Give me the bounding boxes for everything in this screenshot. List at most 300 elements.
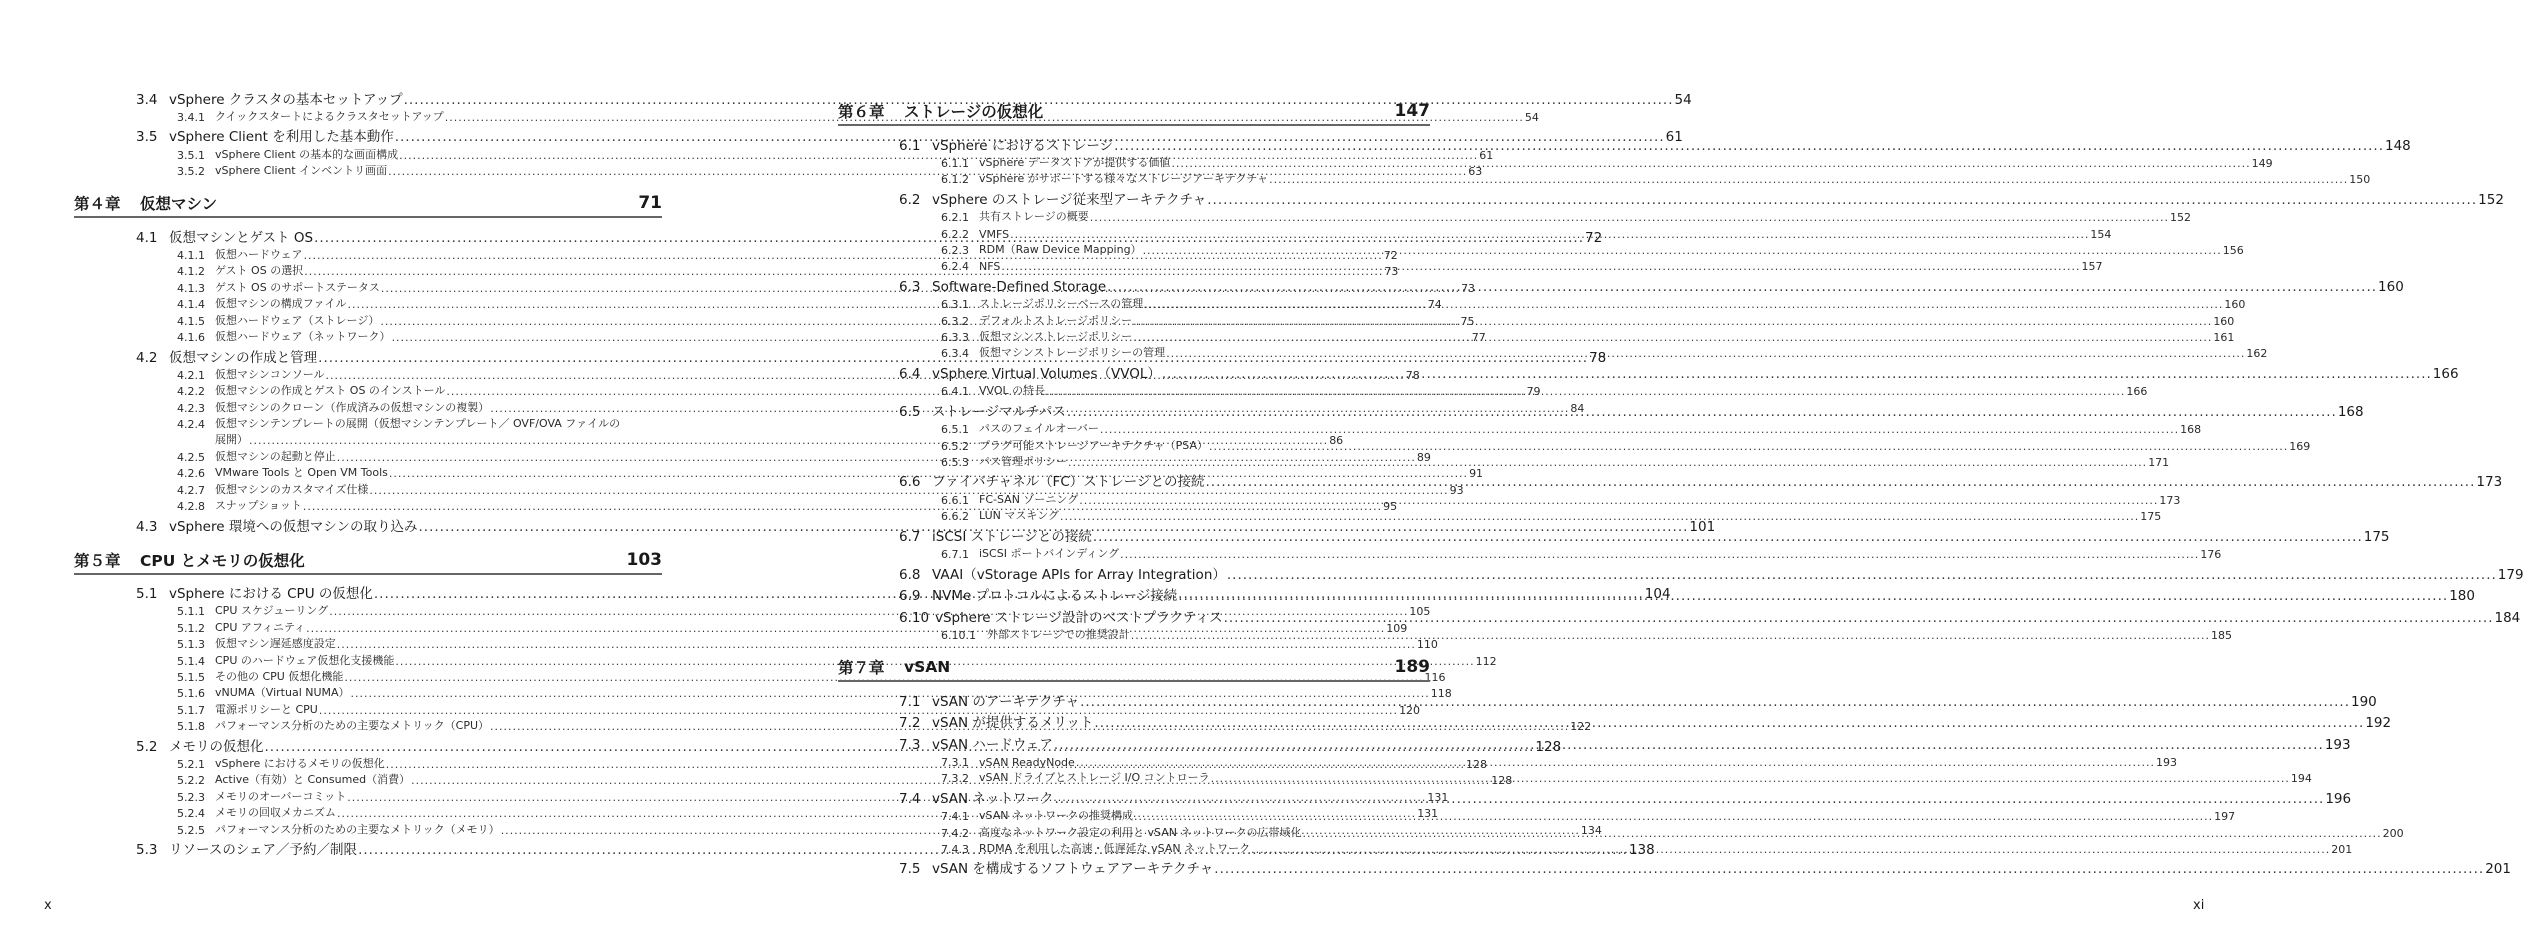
subsection-page-number: 63: [1468, 165, 1483, 179]
section-number: 7.5: [899, 861, 921, 878]
section-number: 6.3: [899, 278, 921, 295]
subsection-number: 6.10.1: [941, 629, 976, 643]
toc-subsection: [838, 420, 2202, 437]
subsection-title: 仮想マシンテンプレートの展開（仮想マシンテンプレート／ OVF/OVA ファイルの: [215, 417, 621, 431]
subsection-page-number: 175: [2140, 510, 2162, 524]
subsection-title: 電源ポリシーと CPU: [215, 702, 318, 716]
subsection-page-number: 162: [2246, 347, 2268, 361]
dot-leader: [1143, 244, 2222, 257]
toc-section: [838, 561, 2524, 583]
dot-leader: [1133, 331, 2212, 344]
subsection-title: 仮想マシンのクローン（作成済みの仮想マシンの複製）: [215, 400, 490, 414]
page-folio-left: x: [44, 898, 52, 913]
subsection-number: 5.1.3: [177, 638, 205, 652]
page-folio-right: xi: [2193, 898, 2205, 913]
subsection-number: 5.1.4: [177, 654, 205, 668]
section-title: VAAI（vStorage APIs for Array Integration）: [932, 566, 1226, 583]
subsection-number: 6.2.2: [941, 227, 969, 241]
subsection-page-number: 105: [1409, 605, 1431, 619]
section-page-number: 196: [2325, 790, 2352, 807]
dot-leader: [1207, 192, 2477, 208]
subsection-title: vSphere がサポートする様々なストレージアーキテクチャ: [979, 172, 1269, 186]
dot-leader: [1079, 494, 2158, 507]
subsection-title: 仮想マシン遅延感度設定: [215, 637, 336, 651]
subsection-title: クイックスタートによるクラスタセットアップ: [215, 109, 444, 123]
subsection-title: 外部ストレージでの推奨設計: [987, 628, 1130, 642]
section-number: 7.1: [899, 693, 921, 710]
subsection-title: vSAN ReadyNode: [979, 755, 1075, 769]
toc-section: [838, 856, 2511, 878]
section-number: 6.1: [899, 137, 921, 154]
dot-leader: [1211, 772, 2290, 788]
subsection-title: 仮想マシンストレージポリシー: [979, 330, 1133, 344]
subsection-page-number: 201: [2331, 842, 2353, 856]
subsection-page-number: 118: [1430, 687, 1452, 701]
subsection-number: 4.2.8: [177, 500, 205, 514]
section-title: vSphere クラスタの基本セットアップ: [169, 91, 403, 108]
section-page-number: 175: [2363, 528, 2390, 545]
subsection-number: 6.2.4: [941, 260, 969, 274]
subsection-page-number: 200: [2382, 826, 2404, 840]
subsection-title: VMware Tools と Open VM Tools: [215, 466, 388, 480]
subsection-title: LUN マスキング: [979, 509, 1060, 523]
toc-section: [838, 604, 2521, 626]
subsection-page-number: 77: [1471, 331, 1486, 345]
subsection-page-number: 74: [1427, 298, 1442, 312]
subsection-page-number: 73: [1384, 265, 1399, 279]
section-title: vSphere Virtual Volumes（VVOL）: [932, 365, 1161, 382]
section-number: 7.2: [899, 715, 921, 732]
subsection-title: ゲスト OS の選択: [215, 264, 304, 278]
subsection-page-number: 185: [2210, 629, 2232, 643]
toc-section: [838, 186, 2504, 208]
dot-leader: [1302, 827, 2381, 840]
subsection-number: 5.1.8: [177, 720, 205, 734]
subsection-page-number: 161: [2213, 331, 2235, 345]
subsection-title: 仮想マシンの起動と停止: [215, 449, 336, 463]
subsection-number: 4.2.6: [177, 467, 205, 481]
subsection-title: vSphere Client の基本的な画面構成: [215, 147, 399, 161]
subsection-number: 6.2.1: [941, 211, 969, 225]
section-page-number: 54: [1674, 91, 1692, 108]
dot-leader: [1171, 157, 2250, 170]
section-title: vSphere ストレージ設計のベストプラクティス: [935, 609, 1223, 626]
section-title: vSphere 環境への仮想マシンの取り込み: [169, 518, 418, 535]
dot-leader: [1001, 260, 2080, 273]
section-page-number: 160: [2378, 278, 2404, 295]
section-number: 5.1: [136, 586, 158, 603]
section-page-number: 78: [1589, 349, 1607, 366]
subsection-title: その他の CPU 仮想化機能: [215, 669, 344, 683]
subsection-number: 5.1.1: [177, 605, 205, 619]
subsection-page-number: 157: [2081, 260, 2103, 274]
section-page-number: 138: [1628, 842, 1655, 859]
toc-section: [838, 360, 2459, 382]
section-title: vSphere Client を利用した基本動作: [169, 129, 394, 146]
subsection-title: スナップショット: [215, 499, 302, 513]
subsection-number: 4.1.4: [177, 298, 205, 312]
dot-leader: [1227, 567, 2497, 583]
subsection-number: 6.3.3: [941, 331, 969, 345]
dot-leader: [1093, 529, 2363, 545]
subsection-title: CPU スケジューリング: [215, 604, 329, 618]
chapter-title: vSAN: [904, 658, 951, 677]
dot-leader: [1251, 842, 2330, 859]
section-number: 6.7: [899, 528, 921, 545]
subsection-page-number: 169: [2289, 439, 2311, 453]
section-page-number: 180: [2449, 588, 2475, 605]
subsection-title: vSAN ドライブとストレージ I/O コントローラ: [979, 771, 1210, 785]
dot-leader: [1080, 694, 2350, 710]
subsection-page-number: 112: [1475, 654, 1497, 668]
subsection-page-number: 84: [1570, 401, 1585, 415]
section-number: 6.6: [899, 474, 921, 491]
subsection-title: 共有ストレージの概要: [979, 210, 1089, 224]
subsection-title: RDMA を利用した高速・低遅延な vSAN ネットワーク: [979, 841, 1251, 855]
chapter-number: 第７章: [838, 659, 885, 678]
section-number: 6.8: [899, 566, 921, 583]
subsection-number: 6.5.1: [941, 423, 969, 437]
subsection-title: パスのフェイルオーバー: [979, 422, 1099, 436]
section-page-number: 101: [1689, 518, 1716, 535]
subsection-title: CPU アフィニティ: [215, 620, 306, 634]
subsection-title: vSphere データストアが提供する価値: [979, 155, 1171, 169]
section-page-number: 201: [2485, 861, 2511, 878]
subsection-title: 仮想マシンストレージポリシーの管理: [979, 346, 1166, 360]
chapter-title: CPU とメモリの仮想化: [140, 551, 305, 570]
subsection-page-number: 160: [2213, 314, 2235, 328]
subsection-number: 5.2.1: [177, 758, 205, 772]
subsection-title: メモリの回収メカニズム: [215, 806, 336, 820]
section-number: 4.2: [136, 349, 158, 366]
subsection-title: Active（有効）と Consumed（消費）: [215, 773, 411, 787]
subsection-title: パフォーマンス分析のための主要なメトリック（CPU）: [215, 719, 490, 733]
subsection-title: 展開）: [215, 433, 248, 447]
subsection-page-number: 149: [2251, 156, 2273, 170]
subsection-page-number: 176: [2200, 548, 2222, 562]
section-number: 4.1: [136, 229, 158, 246]
section-number: 7.4: [899, 790, 921, 807]
subsection-page-number: 197: [2214, 810, 2236, 824]
subsection-number: 4.2.2: [177, 385, 205, 399]
subsection-title: FC-SAN ゾーニング: [979, 492, 1079, 506]
dot-leader: [1114, 138, 2384, 154]
chapter-page-number: 71: [638, 193, 662, 214]
toc-subsection: [838, 436, 2311, 453]
subsection-page-number: 171: [2148, 455, 2170, 469]
subsection-number: 4.1.2: [177, 265, 205, 279]
section-page-number: 61: [1665, 129, 1683, 146]
dot-leader: [1100, 423, 2179, 436]
toc-subsection: [74, 684, 1452, 701]
toc-subsection: [838, 208, 2191, 225]
toc-subsection: [838, 450, 2170, 469]
subsection-number: 5.2.2: [177, 774, 205, 788]
subsection-page-number: 75: [1460, 314, 1475, 328]
dot-leader: [1214, 861, 2484, 877]
toc-subsection: [838, 154, 2273, 170]
subsection-number: 4.1.6: [177, 331, 205, 345]
section-title: ストレージマルチパス: [932, 403, 1066, 420]
subsection-page-number: 78: [1405, 368, 1420, 382]
section-page-number: 190: [2351, 693, 2377, 710]
subsection-title: RDM（Raw Device Mapping）: [979, 242, 1142, 256]
subsection-page-number: 131: [1417, 807, 1439, 821]
subsection-number: 6.3.1: [941, 298, 969, 312]
toc-subsection: [838, 507, 2162, 524]
chapter-heading: [74, 190, 662, 218]
chapter-title: ストレージの仮想化: [904, 103, 1044, 121]
section-page-number: 152: [2478, 191, 2504, 208]
subsection-title: 仮想ハードウェア（ネットワーク）: [215, 330, 391, 344]
section-title: ファイバチャネル（FC）ストレージとの接続: [932, 474, 1205, 491]
section-number: 4.3: [136, 518, 158, 535]
dot-leader: [1131, 629, 2210, 642]
section-title: vSAN ネットワーク: [932, 790, 1054, 807]
dot-leader: [1054, 737, 2324, 753]
subsection-number: 5.1.2: [177, 621, 205, 635]
section-title: iSCSI ストレージとの接続: [932, 528, 1092, 545]
subsection-number: 5.2.5: [177, 823, 205, 837]
section-title: vSphere におけるストレージ: [932, 137, 1114, 154]
section-number: 6.4: [899, 365, 921, 382]
subsection-title: vSphere Client インベントリ画面: [215, 164, 388, 178]
subsection-page-number: 109: [1386, 621, 1408, 635]
subsection-number: 4.2.4: [177, 418, 205, 432]
subsection-number: 4.1.3: [177, 281, 205, 295]
dot-leader: [1094, 715, 2364, 734]
section-number: 7.3: [899, 736, 921, 753]
section-page-number: 128: [1535, 738, 1562, 755]
subsection-page-number: 110: [1416, 638, 1438, 652]
subsection-title: 仮想マシンのカスタマイズ仕様: [215, 482, 369, 496]
dot-leader: [1107, 279, 2377, 295]
subsection-number: 4.2.3: [177, 401, 205, 415]
dot-leader: [1162, 366, 2432, 382]
dot-leader: [1090, 211, 2169, 224]
subsection-page-number: 54: [1524, 110, 1539, 124]
section-number: 3.4: [136, 91, 158, 108]
chapter-page-number: 103: [626, 549, 662, 570]
section-number: 6.10: [899, 609, 930, 626]
subsection-page-number: 91: [1469, 467, 1484, 481]
subsection-number: 5.2.4: [177, 807, 205, 821]
subsection-number: 5.2.3: [177, 790, 205, 804]
subsection-title: パス管理ポリシー: [979, 454, 1067, 468]
chapter-number: 第５章: [74, 551, 121, 570]
subsection-title: 仮想マシンの構成ファイル: [215, 297, 347, 311]
section-number: 5.3: [136, 842, 158, 859]
subsection-number: 6.1.2: [941, 173, 969, 187]
subsection-page-number: 128: [1465, 758, 1487, 772]
subsection-title: vSphere におけるメモリの仮想化: [215, 757, 385, 771]
subsection-page-number: 152: [2169, 211, 2191, 225]
subsection-number: 5.1.6: [177, 687, 205, 701]
subsection-number: 3.5.2: [177, 165, 205, 179]
subsection-number: 6.5.3: [941, 455, 969, 469]
chapter-number: 第４章: [74, 195, 121, 214]
toc-subsection: [74, 415, 662, 431]
toc-subsection: [838, 545, 2222, 562]
subsection-page-number: 116: [1424, 670, 1446, 684]
subsection-title: iSCSI ポートバインディング: [979, 547, 1120, 561]
subsection-page-number: 72: [1383, 249, 1398, 263]
dot-leader: [1209, 440, 2288, 453]
dot-leader: [1166, 347, 2245, 360]
subsection-number: 4.2.5: [177, 450, 205, 464]
dot-leader: [1134, 810, 2213, 823]
chapter-heading: [838, 654, 1430, 682]
section-title: vSphere における CPU の仮想化: [169, 586, 373, 603]
subsection-page-number: 156: [2222, 243, 2244, 257]
subsection-title: ゲスト OS のサポートステータス: [215, 280, 380, 294]
section-title: 仮想マシンとゲスト OS: [169, 229, 314, 246]
section-title: vSAN を構成するソフトウェアアーキテクチャ: [932, 861, 1214, 878]
chapter-heading: [74, 547, 662, 575]
dot-leader: [1178, 588, 2448, 604]
subsection-page-number: 134: [1580, 823, 1602, 837]
subsection-number: 6.4.1: [941, 385, 969, 399]
subsection-number: 7.3.1: [941, 755, 969, 769]
subsection-page-number: 160: [2224, 298, 2246, 312]
section-page-number: 104: [1644, 586, 1671, 603]
subsection-title: 仮想ハードウェア: [215, 248, 303, 262]
chapter-page-number: 147: [1394, 101, 1430, 121]
dot-leader: [1133, 315, 2212, 328]
toc-section: [74, 86, 1692, 108]
dot-leader: [1068, 456, 2147, 469]
dot-leader: [1224, 610, 2494, 626]
subsection-title: ストレージポリシーベースの管理: [979, 297, 1144, 311]
chapter-heading: [838, 98, 1430, 126]
subsection-title: メモリのオーバーコミット: [215, 789, 347, 803]
subsection-page-number: 166: [2126, 385, 2148, 399]
subsection-number: 6.7.1: [941, 548, 969, 562]
subsection-title: 仮想マシンの作成とゲスト OS のインストール: [215, 384, 446, 398]
subsection-number: 3.4.1: [177, 110, 205, 124]
subsection-number: 5.1.7: [177, 703, 205, 717]
section-title: NVMe プロトコルによるストレージ接続: [932, 588, 1178, 605]
subsection-title: VMFS: [979, 227, 1010, 241]
section-number: 6.5: [899, 403, 921, 420]
section-title: リソースのシェア／予約／制限: [169, 842, 358, 859]
subsection-page-number: 79: [1526, 385, 1541, 399]
dot-leader: [1060, 510, 2139, 523]
section-page-number: 168: [2337, 403, 2364, 420]
section-number: 6.9: [899, 588, 921, 605]
subsection-page-number: 120: [1399, 703, 1421, 717]
chapter-number: 第６章: [838, 103, 885, 121]
subsection-number: 7.4.1: [941, 810, 969, 824]
subsection-number: 3.5.1: [177, 148, 205, 162]
subsection-page-number: 89: [1416, 450, 1431, 464]
section-title: vSAN が提供するメリット: [932, 715, 1094, 732]
section-title: メモリの仮想化: [169, 738, 264, 755]
section-title: vSphere のストレージ従来型アーキテクチャ: [932, 191, 1207, 208]
dot-leader: [1269, 173, 2348, 186]
section-number: 6.2: [899, 191, 921, 208]
subsection-number: 5.1.5: [177, 670, 205, 684]
subsection-page-number: 173: [2159, 493, 2181, 507]
subsection-number: 4.1.1: [177, 249, 205, 263]
dot-leader: [1205, 474, 2475, 490]
dot-leader: [1076, 756, 2155, 772]
subsection-number: 6.2.3: [941, 243, 969, 257]
subsection-title: vSAN ネットワークの推奨構成: [979, 809, 1133, 823]
subsection-page-number: 73: [1461, 281, 1476, 295]
subsection-title: プラグ可能ストレージアーキテクチャ（PSA）: [979, 438, 1209, 452]
section-number: 3.5: [136, 129, 158, 146]
section-title: vSAN ハードウェア: [932, 736, 1053, 753]
subsection-page-number: 61: [1479, 148, 1494, 162]
toc-section: [838, 132, 2411, 154]
chapter-title: 仮想マシン: [140, 195, 218, 214]
section-page-number: 192: [2365, 715, 2392, 732]
subsection-page-number: 122: [1570, 720, 1592, 734]
chapter-page-number: 189: [1394, 657, 1430, 678]
subsection-number: 6.3.4: [941, 347, 969, 361]
subsection-title: パフォーマンス分析のための主要なメトリック（メモリ）: [215, 822, 500, 836]
section-title: 仮想マシンの作成と管理: [169, 349, 318, 366]
subsection-title: 仮想マシンコンソール: [215, 367, 325, 381]
section-page-number: 72: [1585, 229, 1603, 246]
subsection-title: CPU のハードウェア仮想化支援機能: [215, 653, 395, 667]
subsection-page-number: 131: [1427, 790, 1449, 804]
toc-subsection: [838, 807, 2236, 824]
subsection-number: 4.2.7: [177, 483, 205, 497]
subsection-title: 高度なネットワーク設定の利用と vSAN ネットワークの広帯域化: [979, 825, 1302, 839]
subsection-title: 仮想ハードウェア（ストレージ）: [215, 313, 380, 327]
dot-leader: [1046, 385, 2125, 398]
subsection-page-number: 95: [1383, 500, 1398, 514]
dot-leader: [1010, 228, 2089, 241]
dot-leader: [1054, 791, 2324, 807]
section-page-number: 193: [2324, 736, 2351, 753]
subsection-title: NFS: [979, 260, 1001, 274]
section-page-number: 148: [2384, 137, 2411, 154]
dot-leader: [1144, 298, 2223, 311]
section-page-number: 184: [2494, 609, 2521, 626]
subsection-number: 4.1.5: [177, 314, 205, 328]
subsection-page-number: 93: [1449, 483, 1464, 497]
subsection-number: 6.6.2: [941, 510, 969, 524]
subsection-page-number: 168: [2180, 423, 2202, 437]
toc-subsection: [838, 626, 2232, 643]
subsection-number: 6.6.1: [941, 493, 969, 507]
subsection-page-number: 154: [2090, 227, 2112, 241]
subsection-title: vNUMA（Virtual NUMA）: [215, 686, 350, 700]
subsection-number: 6.5.2: [941, 439, 969, 453]
subsection-title: デフォルトストレージポリシー: [979, 313, 1133, 327]
section-number: 5.2: [136, 738, 158, 755]
dot-leader: [1120, 548, 2199, 561]
section-title: Software-Defined Storage: [932, 278, 1107, 295]
subsection-page-number: 86: [1329, 434, 1344, 448]
section-page-number: 179: [2497, 566, 2524, 583]
subsection-number: 7.4.3: [941, 842, 969, 856]
subsection-number: 6.3.2: [941, 314, 969, 328]
subsection-page-number: 128: [1491, 774, 1513, 788]
subsection-number: 7.4.2: [941, 826, 969, 840]
section-page-number: 173: [2476, 474, 2503, 491]
section-page-number: 166: [2432, 365, 2459, 382]
subsection-number: 7.3.2: [941, 772, 969, 786]
subsection-number: 4.2.1: [177, 368, 205, 382]
section-title: vSAN のアーキテクチャ: [932, 693, 1080, 710]
toc-subsection: [838, 257, 2103, 274]
subsection-page-number: 194: [2290, 772, 2312, 786]
subsection-page-number: 193: [2156, 755, 2177, 769]
